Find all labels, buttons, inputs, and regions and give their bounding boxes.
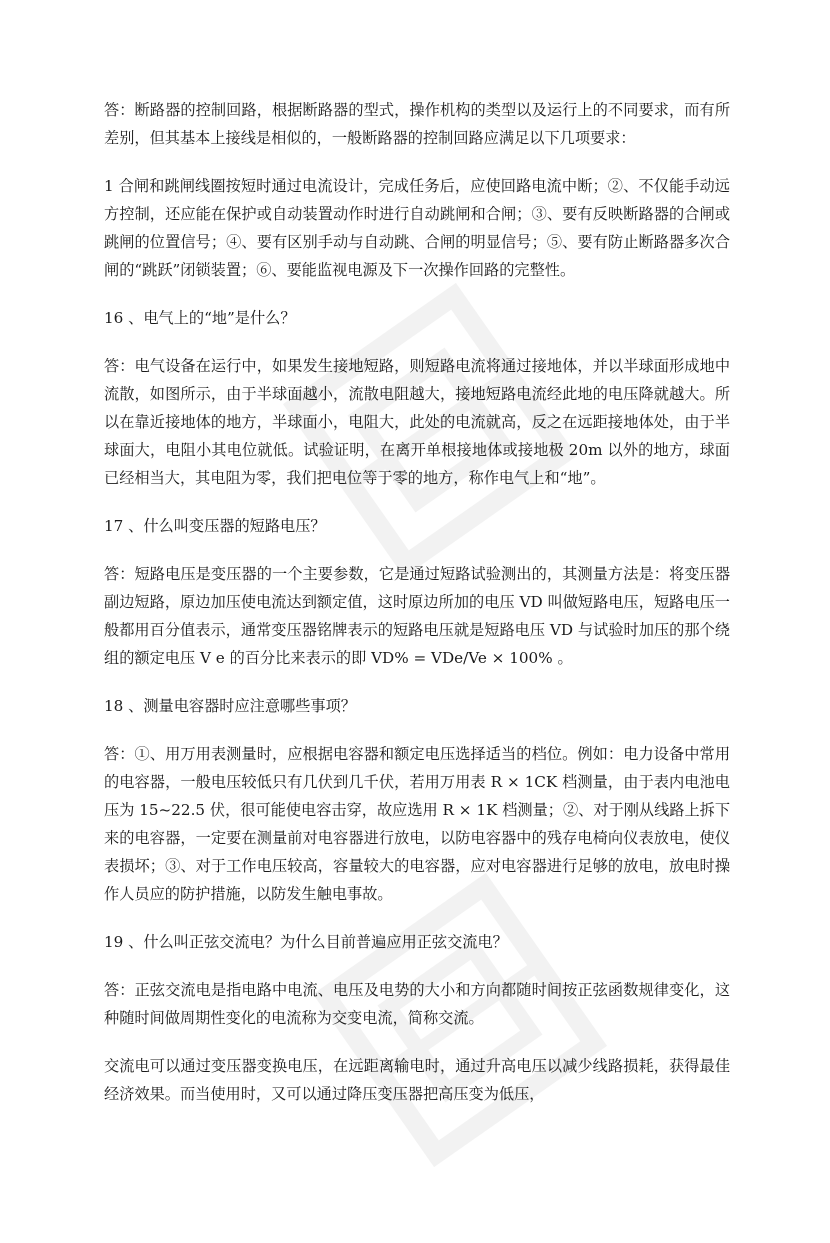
- answer-16: 答：电气设备在运行中，如果发生接地短路，则短路电流将通过接地体，并以半球面形成地中流散，如图所示，由于半球面越小，流散电阻越大，接地短路电流经此地的电压降就越大。所以在靠近接地体的地方，半球面小，电阻大，此处的电流就高，反之在远距接地体处，由于半球面大，电阻小其电位就低。试验证明，在离开单根接地体或接地极 20m 以外的地方，球面已经相当大，其电阻为零，我们把电位等于零的地方，称作电气上和“地”。: [104, 357, 730, 487]
- document-page: [104, 96, 730, 1128]
- answer-18: 答：①、用万用表测量时，应根据电容器和额定电压选择适当的档位。例如：电力设备中常用的电容器，一般电压较低只有几伏到几千伏，若用万用表 R × 1CK 档测量，由于表内电池电压为 15~22.5 伏，很可能使电容击穿，故应选用 R × 1K 档测量；②、对于刚从线路上拆下来的电容器，一定要在测量前对电容器进行放电，以防电容器中的残存电椅向仪表放电，使仪表损坏；③、对于工作电压较高，容量较大的电容器，应对电容器进行足够的放电，放电时操作人员应的防护措施，以防发生触电事故。: [104, 745, 731, 903]
- question-16-heading: 16 、电气上的“地”是什么？: [104, 309, 296, 327]
- question-17-heading: 17 、什么叫变压器的短路电压？: [104, 517, 326, 535]
- question-19-heading: 19 、什么叫正弦交流电？为什么目前普遍应用正弦交流电？: [104, 933, 508, 951]
- answer-15-requirements: 1 合闸和跳闸线圈按短时通过电流设计，完成任务后，应使回路电流中断；②、不仅能手动远方控制，还应能在保护或自动装置动作时进行自动跳闸和合闸；③、要有反映断路器的合闸或跳闸的位置信号；④、要有区别手动与自动跳、合闸的明显信号；⑤、要有防止断路器多次合闸的“跳跃”闭锁装置；⑥、要能监视电源及下一次操作回路的完整性。: [104, 177, 730, 279]
- answer-19-part-2: 交流电可以通过变压器变换电压，在远距离输电时，通过升高电压以减少线路损耗，获得最佳经济效果。而当使用时，又可以通过降压变压器把高压变为低压，: [104, 1057, 730, 1103]
- answer-19-part-1: 答：正弦交流电是指电路中电流、电压及电势的大小和方向都随时间按正弦函数规律变化，这种随时间做周期性变化的电流称为交变电流，简称交流。: [104, 981, 730, 1027]
- answer-15-intro: 答：断路器的控制回路，根据断路器的型式，操作机构的类型以及运行上的不同要求，而有所差别，但其基本上接线是相似的，一般断路器的控制回路应满足以下几项要求：: [104, 101, 730, 147]
- answer-17: 答：短路电压是变压器的一个主要参数，它是通过短路试验测出的，其测量方法是：将变压器副边短路，原边加压使电流达到额定值，这时原边所加的电压 VD 叫做短路电压，短路电压一般都用百分值表示，通常变压器铭牌表示的短路电压就是短路电压 VD 与试验时加压的那个绕组的额定电压 V e 的百分比来表示的即 VD% = VDe/Ve × 100% 。: [104, 565, 730, 667]
- question-18-heading: 18 、测量电容器时应注意哪些事项？: [104, 697, 356, 715]
